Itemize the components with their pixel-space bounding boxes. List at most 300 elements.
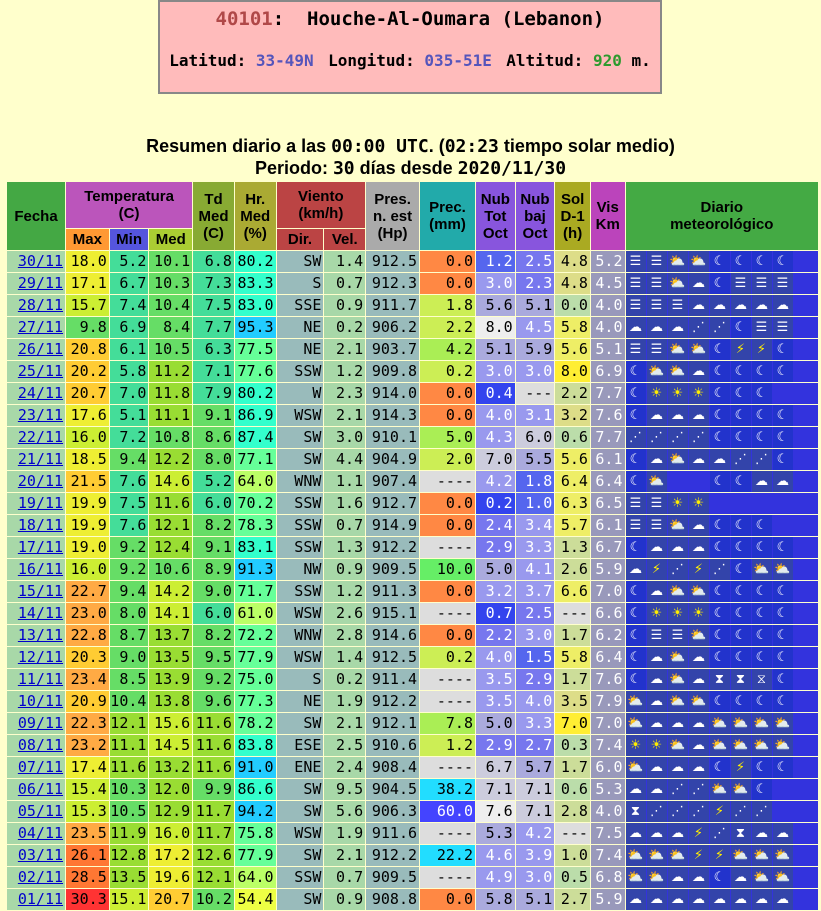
cloud-icon: ☁ bbox=[647, 757, 667, 778]
rain-icon: ⋰ bbox=[668, 559, 688, 580]
cloud-total-cell: 6.7 bbox=[476, 757, 515, 778]
cloud-icon: ☁ bbox=[647, 889, 667, 910]
sunshine-cell: 0.5 bbox=[555, 867, 590, 888]
precip-cell: 1.8 bbox=[420, 295, 475, 316]
date-cell bbox=[7, 823, 65, 844]
date-link[interactable]: 16/11 bbox=[17, 560, 64, 578]
wind-dir-cell: SSW bbox=[277, 581, 324, 602]
sunshine-cell: 5.6 bbox=[555, 449, 590, 470]
precip-cell: 0.2 bbox=[420, 361, 475, 382]
weather-icons-cell bbox=[626, 735, 819, 756]
moon-icon: ☾ bbox=[773, 647, 793, 668]
moon-icon: ☾ bbox=[773, 603, 793, 624]
moon-icon: ☾ bbox=[773, 691, 793, 712]
cloud-total-cell: 2.4 bbox=[476, 515, 515, 536]
temp-min-cell: 11.6 bbox=[110, 758, 147, 776]
cloud-icon: ☁ bbox=[752, 889, 772, 910]
moon-icon: ☾ bbox=[752, 361, 772, 382]
temp-min-cell: 11.9 bbox=[110, 824, 147, 842]
pressure-cell: 906.3 bbox=[366, 801, 419, 822]
fog-icon: ☰ bbox=[626, 493, 646, 514]
wind-speed-cell: 2.1 bbox=[324, 339, 365, 360]
table-row bbox=[7, 581, 818, 602]
moon-icon: ☾ bbox=[626, 383, 646, 404]
partly-icon: ⛅ bbox=[689, 581, 709, 602]
sunshine-cell: --- bbox=[555, 823, 590, 844]
moon-icon: ☾ bbox=[626, 537, 646, 558]
date-link[interactable]: 25/11 bbox=[17, 362, 64, 380]
date-cell bbox=[7, 515, 65, 536]
sun-icon: ☀ bbox=[668, 493, 688, 514]
cloud-icon: ☁ bbox=[668, 317, 688, 338]
visibility-cell: 7.5 bbox=[591, 823, 625, 844]
moon-icon: ☾ bbox=[626, 361, 646, 382]
precip-cell: 0.0 bbox=[420, 493, 475, 514]
rain-icon: ⋰ bbox=[689, 427, 709, 448]
cloud-total-cell: 5.8 bbox=[476, 889, 515, 910]
sunshine-cell: 4.8 bbox=[555, 273, 590, 294]
blank-icon bbox=[773, 779, 793, 800]
temp-min-cell: 13.5 bbox=[110, 868, 147, 886]
blank-icon bbox=[773, 493, 793, 514]
humidity-cell: 75.0 bbox=[235, 669, 276, 690]
partly-icon: ⛅ bbox=[668, 845, 688, 866]
partly-icon: ⛅ bbox=[689, 251, 709, 272]
humidity-cell: 94.2 bbox=[235, 801, 276, 822]
rain-icon: ⋰ bbox=[647, 427, 667, 448]
blank-icon bbox=[752, 493, 772, 514]
cloud-low-cell: 3.1 bbox=[516, 405, 555, 426]
date-link[interactable]: 24/11 bbox=[17, 384, 64, 402]
weather-icons-cell bbox=[626, 801, 819, 822]
partly-icon: ⛅ bbox=[668, 251, 688, 272]
sunshine-cell: 0.0 bbox=[555, 295, 590, 316]
humidity-cell: 54.4 bbox=[235, 889, 276, 910]
sunshine-cell: 0.3 bbox=[555, 735, 590, 756]
date-cell bbox=[7, 691, 65, 712]
date-cell bbox=[7, 405, 65, 426]
cloud-icon: ☁ bbox=[689, 735, 709, 756]
visibility-cell: 7.7 bbox=[591, 427, 625, 448]
table-row bbox=[7, 493, 818, 514]
rain-icon: ⋰ bbox=[752, 801, 772, 822]
precip-cell: 0.0 bbox=[420, 251, 475, 272]
temp-med-cell: 13.9 bbox=[149, 669, 192, 690]
temp-min-cell: 7.0 bbox=[110, 383, 149, 404]
sunshine-cell: 1.3 bbox=[555, 537, 590, 558]
precip-cell: 7.8 bbox=[420, 713, 475, 734]
hourglass-icon: ⧗ bbox=[626, 801, 646, 822]
date-link[interactable]: 06/11 bbox=[17, 780, 64, 798]
rain-icon: ⋰ bbox=[689, 779, 709, 800]
dewpoint-cell: 12.1 bbox=[193, 867, 234, 888]
header-nub-baj: Nub baj Oct bbox=[516, 182, 555, 250]
pressure-cell: 909.5 bbox=[366, 559, 419, 580]
weather-icons-cell bbox=[626, 361, 819, 382]
temp-med-cell: 11.1 bbox=[149, 405, 192, 426]
table-row bbox=[7, 845, 818, 866]
date-link[interactable]: 08/11 bbox=[17, 736, 64, 754]
pressure-cell: 912.5 bbox=[366, 647, 419, 668]
temp-max-cell: 22.8 bbox=[66, 625, 109, 646]
dewpoint-cell: 6.8 bbox=[193, 251, 234, 272]
cloud-low-cell: 5.1 bbox=[516, 889, 555, 910]
temp-max-cell: 19.0 bbox=[66, 537, 109, 558]
visibility-cell: 4.0 bbox=[591, 295, 625, 316]
blank-icon bbox=[773, 801, 793, 822]
cloud-icon: ☁ bbox=[710, 449, 730, 470]
temp-max-cell: 15.7 bbox=[66, 295, 109, 316]
date-cell bbox=[7, 251, 65, 272]
temp-max-cell: 18.0 bbox=[66, 251, 109, 272]
wind-speed-cell: 0.2 bbox=[324, 317, 365, 338]
temp-med-cell: 13.7 bbox=[149, 625, 192, 646]
dewpoint-cell: 9.2 bbox=[193, 669, 234, 690]
date-link[interactable]: 04/11 bbox=[17, 824, 64, 842]
date-cell bbox=[7, 559, 65, 580]
temp-min-cell: 10.3 bbox=[110, 780, 147, 798]
temp-med-cell: 8.4 bbox=[149, 317, 192, 338]
dewpoint-cell: 8.2 bbox=[193, 515, 234, 536]
fog-icon: ☰ bbox=[752, 317, 772, 338]
header-fecha: Fecha bbox=[7, 182, 65, 250]
visibility-cell: 5.9 bbox=[591, 889, 625, 910]
temp-max-cell: 20.3 bbox=[66, 647, 109, 668]
dewpoint-cell: 8.9 bbox=[193, 559, 234, 580]
weather-icons-cell bbox=[626, 317, 819, 338]
wind-dir-cell: NW bbox=[277, 559, 324, 580]
date-cell bbox=[7, 669, 65, 690]
partly-icon: ⛅ bbox=[773, 867, 793, 888]
wind-speed-cell: 0.9 bbox=[324, 559, 365, 580]
humidity-cell: 83.1 bbox=[235, 537, 276, 558]
moon-icon: ☾ bbox=[626, 669, 646, 690]
cloud-total-cell: 0.4 bbox=[476, 383, 515, 404]
table-row bbox=[7, 471, 818, 492]
sun-icon: ☀ bbox=[689, 383, 709, 404]
pressure-cell: 912.5 bbox=[366, 251, 419, 272]
humidity-cell: 77.6 bbox=[235, 361, 276, 382]
cloud-total-cell: 7.0 bbox=[476, 449, 515, 470]
table-row bbox=[7, 757, 818, 778]
temp-med-cell: 12.9 bbox=[149, 801, 192, 822]
table-row bbox=[7, 647, 818, 668]
humidity-cell: 91.0 bbox=[235, 757, 276, 778]
fog-icon: ☰ bbox=[668, 295, 688, 316]
moon-icon: ☾ bbox=[626, 471, 646, 492]
cloud-low-cell: 4.1 bbox=[516, 559, 555, 580]
storm-icon: ⚡ bbox=[689, 845, 709, 866]
temp-max-cell: 23.2 bbox=[66, 735, 109, 756]
cloud-icon: ☁ bbox=[668, 757, 688, 778]
weather-icons-cell bbox=[626, 669, 819, 690]
moon-icon: ☾ bbox=[773, 339, 793, 360]
rain-icon: ⋰ bbox=[731, 801, 751, 822]
cloud-low-cell: 7.1 bbox=[516, 801, 555, 822]
precip-cell: 5.0 bbox=[420, 427, 475, 448]
partly-icon: ⛅ bbox=[731, 713, 751, 734]
humidity-cell: 83.3 bbox=[235, 273, 276, 294]
sun-icon: ☀ bbox=[647, 735, 667, 756]
cloud-total-cell: 4.9 bbox=[476, 867, 515, 888]
temp-med-cell: 12.4 bbox=[149, 537, 192, 558]
date-link[interactable]: 02/11 bbox=[17, 868, 64, 886]
storm-icon: ⚡ bbox=[710, 801, 730, 822]
moon-icon: ☾ bbox=[626, 405, 646, 426]
visibility-cell: 5.1 bbox=[591, 339, 625, 360]
temp-min-cell: 7.4 bbox=[110, 295, 149, 316]
sun-icon: ☀ bbox=[647, 603, 667, 624]
rain-icon: ⋰ bbox=[647, 801, 667, 822]
visibility-cell: 7.0 bbox=[591, 581, 625, 602]
moon-icon: ☾ bbox=[710, 361, 730, 382]
date-link[interactable]: 17/11 bbox=[17, 538, 64, 556]
temp-min-cell: 9.4 bbox=[110, 449, 149, 470]
partly-icon: ⛅ bbox=[752, 845, 772, 866]
moon-icon: ☾ bbox=[773, 449, 793, 470]
sunshine-cell: 1.7 bbox=[555, 625, 590, 646]
blank-icon bbox=[731, 493, 751, 514]
sunshine-cell: 4.8 bbox=[555, 251, 590, 272]
weather-icons-cell bbox=[626, 559, 819, 580]
temp-med-cell: 14.6 bbox=[149, 471, 192, 492]
rain-icon: ⋰ bbox=[710, 559, 730, 580]
pressure-cell: 904.9 bbox=[366, 449, 419, 470]
sunshine-cell: 6.3 bbox=[555, 493, 590, 514]
wind-dir-cell: SW bbox=[277, 713, 324, 734]
dewpoint-cell: 5.2 bbox=[193, 471, 234, 492]
moon-icon: ☾ bbox=[731, 647, 751, 668]
temp-min-cell: 5.2 bbox=[110, 251, 149, 272]
cloud-low-cell: 3.0 bbox=[516, 867, 555, 888]
partly-icon: ⛅ bbox=[668, 361, 688, 382]
sunshine-cell: 1.0 bbox=[555, 845, 590, 866]
weather-icons-cell bbox=[626, 339, 819, 360]
sunshine-cell: 3.5 bbox=[555, 691, 590, 712]
moon-icon: ☾ bbox=[731, 691, 751, 712]
wind-dir-cell: S bbox=[277, 669, 324, 690]
fog-icon: ☰ bbox=[647, 625, 667, 646]
header-dir: Dir. bbox=[277, 229, 324, 250]
date-cell bbox=[7, 845, 65, 866]
weather-icons-cell bbox=[626, 581, 819, 602]
date-link[interactable]: 22/11 bbox=[17, 428, 64, 446]
date-link[interactable]: 09/11 bbox=[17, 714, 64, 732]
temp-med-cell: 10.1 bbox=[149, 251, 192, 272]
dewpoint-cell: 8.0 bbox=[193, 449, 234, 470]
cloud-low-cell: 1.5 bbox=[516, 647, 555, 668]
moon-icon: ☾ bbox=[731, 361, 751, 382]
weather-icons-cell bbox=[626, 471, 819, 492]
date-link[interactable]: 03/11 bbox=[17, 846, 64, 864]
cloud-icon: ☁ bbox=[647, 537, 667, 558]
temp-min-cell: 7.6 bbox=[110, 515, 149, 536]
date-link[interactable]: 18/11 bbox=[17, 516, 64, 534]
header-vel: Vel. bbox=[324, 229, 365, 250]
cloud-total-cell: 3.5 bbox=[476, 691, 515, 712]
moon-icon: ☾ bbox=[731, 625, 751, 646]
cloud-total-cell: 0.2 bbox=[476, 493, 515, 514]
visibility-cell: 6.9 bbox=[591, 361, 625, 382]
rain-icon: ⋰ bbox=[626, 427, 646, 448]
rain-icon: ⋰ bbox=[752, 449, 772, 470]
temp-max-cell: 16.0 bbox=[66, 427, 109, 448]
moon-icon: ☾ bbox=[710, 251, 730, 272]
sun-icon: ☀ bbox=[647, 383, 667, 404]
rain-icon: ⋰ bbox=[731, 449, 751, 470]
date-cell bbox=[7, 581, 65, 602]
moon-icon: ☾ bbox=[752, 405, 772, 426]
wind-speed-cell: 1.3 bbox=[324, 537, 365, 558]
wind-dir-cell: WSW bbox=[277, 823, 324, 844]
header-min: Min bbox=[110, 229, 149, 250]
cloud-icon: ☁ bbox=[689, 713, 709, 734]
humidity-cell: 87.4 bbox=[235, 427, 276, 448]
table-body bbox=[7, 251, 818, 910]
date-link[interactable]: 14/11 bbox=[17, 604, 64, 622]
pressure-cell: 908.8 bbox=[366, 889, 419, 910]
date-link[interactable]: 21/11 bbox=[17, 450, 64, 468]
moon-icon: ☾ bbox=[710, 691, 730, 712]
table-row bbox=[7, 383, 818, 404]
cloud-low-cell: 3.4 bbox=[516, 515, 555, 536]
moon-icon: ☾ bbox=[773, 669, 793, 690]
visibility-cell: 7.7 bbox=[591, 383, 625, 404]
sunshine-cell: 2.8 bbox=[555, 801, 590, 822]
moon-icon: ☾ bbox=[731, 427, 751, 448]
date-cell bbox=[7, 537, 65, 558]
date-link[interactable]: 10/11 bbox=[17, 692, 64, 710]
precip-cell: 0.0 bbox=[420, 273, 475, 294]
temp-max-cell: 20.8 bbox=[66, 339, 109, 360]
blank-icon bbox=[773, 383, 793, 404]
visibility-cell: 6.8 bbox=[591, 867, 625, 888]
fog-icon: ☰ bbox=[647, 251, 667, 272]
date-link[interactable]: 05/11 bbox=[17, 802, 64, 820]
date-link[interactable]: 29/11 bbox=[17, 274, 64, 292]
visibility-cell: 7.6 bbox=[591, 669, 625, 690]
summary-line-2: Periodo: 30 días desde 2020/11/30 bbox=[254, 158, 567, 179]
date-link[interactable]: 01/11 bbox=[17, 890, 64, 908]
humidity-cell: 80.2 bbox=[235, 251, 276, 272]
fog-icon: ☰ bbox=[731, 273, 751, 294]
temp-max-cell: 23.4 bbox=[66, 669, 109, 690]
partly-icon: ⛅ bbox=[752, 735, 772, 756]
date-link[interactable]: 27/11 bbox=[17, 318, 64, 336]
date-link[interactable]: 11/11 bbox=[17, 670, 64, 688]
sun-icon: ☀ bbox=[668, 383, 688, 404]
moon-icon: ☾ bbox=[626, 647, 646, 668]
wind-speed-cell: 1.2 bbox=[324, 581, 365, 602]
visibility-cell: 7.0 bbox=[591, 713, 625, 734]
sun-icon: ☀ bbox=[689, 603, 709, 624]
sun-icon: ☀ bbox=[689, 493, 709, 514]
header-sol: Sol D-1 (h) bbox=[555, 182, 590, 250]
dewpoint-cell: 6.0 bbox=[193, 603, 234, 624]
pressure-cell: 912.2 bbox=[366, 691, 419, 712]
temp-max-cell: 15.3 bbox=[66, 801, 109, 822]
precip-cell: 2.2 bbox=[420, 317, 475, 338]
moon-icon: ☾ bbox=[752, 779, 772, 800]
moon-icon: ☾ bbox=[710, 581, 730, 602]
date-link[interactable]: 07/11 bbox=[17, 758, 64, 776]
wind-dir-cell: SW bbox=[277, 845, 324, 866]
cloud-icon: ☁ bbox=[668, 823, 688, 844]
table-row bbox=[7, 273, 818, 294]
precip-cell: 38.2 bbox=[420, 779, 475, 800]
cloud-icon: ☁ bbox=[689, 537, 709, 558]
weather-icons-cell bbox=[626, 493, 819, 514]
date-link[interactable]: 19/11 bbox=[17, 494, 64, 512]
cloud-total-cell: 7.6 bbox=[476, 801, 515, 822]
pressure-cell: 907.4 bbox=[366, 471, 419, 492]
wind-dir-cell: W bbox=[277, 383, 324, 404]
sunshine-cell: 5.6 bbox=[555, 339, 590, 360]
sunshine-cell: 7.0 bbox=[555, 713, 590, 734]
precip-cell: ---- bbox=[420, 691, 475, 712]
header-max: Max bbox=[66, 229, 109, 250]
temp-med-cell: 19.6 bbox=[149, 867, 192, 888]
partly-icon: ⛅ bbox=[626, 757, 646, 778]
wind-dir-cell: WSW bbox=[277, 405, 324, 426]
date-cell bbox=[7, 735, 65, 756]
wind-dir-cell: NE bbox=[277, 691, 324, 712]
visibility-cell: 6.4 bbox=[591, 647, 625, 668]
date-link[interactable]: 23/11 bbox=[17, 406, 64, 424]
header-vis: Vis Km bbox=[591, 182, 625, 250]
sunshine-cell: 2.6 bbox=[555, 559, 590, 580]
date-link[interactable]: 30/11 bbox=[17, 252, 64, 270]
wind-dir-cell: SW bbox=[277, 427, 324, 448]
weather-icons-cell bbox=[626, 603, 819, 624]
wind-dir-cell: WNW bbox=[277, 625, 324, 646]
visibility-cell: 6.2 bbox=[591, 625, 625, 646]
humidity-cell: 77.5 bbox=[235, 339, 276, 360]
cloud-icon: ☁ bbox=[689, 449, 709, 470]
temp-min-cell: 12.1 bbox=[110, 714, 147, 732]
date-link[interactable]: 12/11 bbox=[17, 648, 64, 666]
dewpoint-cell: 9.5 bbox=[193, 647, 234, 668]
date-link[interactable]: 15/11 bbox=[17, 582, 64, 600]
date-link[interactable]: 13/11 bbox=[17, 626, 64, 644]
moon-icon: ☾ bbox=[710, 427, 730, 448]
cloud-total-cell: 3.5 bbox=[476, 669, 515, 690]
cloud-low-cell: 5.1 bbox=[516, 295, 555, 316]
cloud-icon: ☁ bbox=[647, 581, 667, 602]
cloud-total-cell: 5.6 bbox=[476, 295, 515, 316]
partly-icon: ⛅ bbox=[668, 669, 688, 690]
fog-icon: ☰ bbox=[647, 295, 667, 316]
cloud-icon: ☁ bbox=[731, 295, 751, 316]
precip-cell: 1.2 bbox=[420, 735, 475, 756]
cloud-low-cell: 2.5 bbox=[516, 603, 555, 624]
moon-icon: ☾ bbox=[731, 317, 751, 338]
altitude: Altitud: 920 m. bbox=[506, 51, 651, 70]
date-link[interactable]: 20/11 bbox=[17, 472, 64, 490]
date-cell bbox=[7, 867, 65, 888]
cloud-total-cell: 1.2 bbox=[476, 251, 515, 272]
blank-icon bbox=[689, 471, 709, 492]
date-link[interactable]: 28/11 bbox=[17, 296, 64, 314]
moon-icon: ☾ bbox=[731, 251, 751, 272]
precip-cell: 0.0 bbox=[420, 889, 475, 910]
date-link[interactable]: 26/11 bbox=[17, 340, 64, 358]
hourglass-icon: ⧗ bbox=[731, 823, 751, 844]
humidity-cell: 77.9 bbox=[235, 845, 276, 866]
storm-icon: ⚡ bbox=[731, 339, 751, 360]
wind-speed-cell: 1.9 bbox=[324, 691, 365, 712]
partly-icon: ⛅ bbox=[710, 713, 730, 734]
